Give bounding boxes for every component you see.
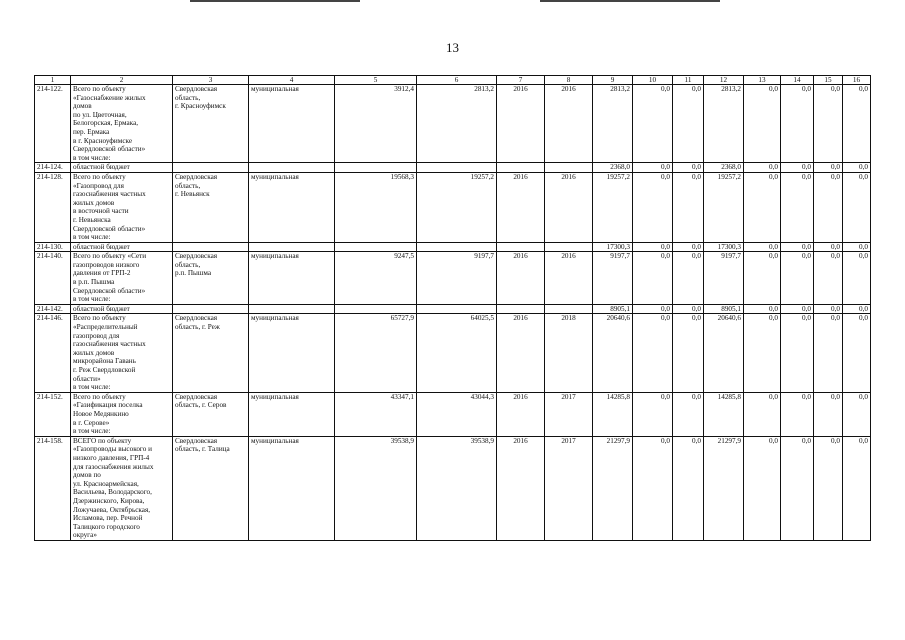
total-funding-cell: 2368,0 — [593, 163, 633, 173]
column-header: 3 — [173, 76, 249, 85]
funding-col-16-cell: 0,0 — [843, 392, 871, 436]
funding-col-11-cell: 0,0 — [673, 304, 704, 314]
object-name-cell: ВСЕГО по объекту «Газопроводы высокого и низкого давления, ГРП-4 для газоснабжения жилых домов по ул. Красноармейская, Васильева, Володарского, Дзержинского, Кирова, Ложучаева, Октябрьская, Исламова, пер. Речной Талицкого городского округа» — [71, 436, 173, 540]
location-cell: Свердловская область, г. Реж — [173, 314, 249, 392]
funding-col-12-cell: 8905,1 — [704, 304, 744, 314]
funding-col-10-cell: 0,0 — [633, 436, 673, 540]
start-year-cell — [497, 163, 545, 173]
total-funding-cell: 2813,2 — [593, 85, 633, 163]
funding-col-10-cell: 0,0 — [633, 163, 673, 173]
estimated-cost-cell — [335, 163, 417, 173]
remaining-cost-cell — [417, 304, 497, 314]
column-header: 7 — [497, 76, 545, 85]
column-header: 14 — [781, 76, 814, 85]
object-name-cell: областной бюджет — [71, 163, 173, 173]
funding-col-16-cell: 0,0 — [843, 252, 871, 305]
funding-col-11-cell: 0,0 — [673, 436, 704, 540]
start-year-cell: 2016 — [497, 172, 545, 242]
funding-col-13-cell: 0,0 — [744, 163, 781, 173]
funding-col-15-cell: 0,0 — [814, 242, 843, 252]
funding-col-15-cell: 0,0 — [814, 304, 843, 314]
funding-col-11-cell: 0,0 — [673, 314, 704, 392]
end-year-cell — [545, 242, 593, 252]
funding-col-10-cell: 0,0 — [633, 392, 673, 436]
funding-col-12-cell: 17300,3 — [704, 242, 744, 252]
funding-col-13-cell: 0,0 — [744, 242, 781, 252]
total-funding-cell: 19257,2 — [593, 172, 633, 242]
ownership-cell: муниципальная — [249, 436, 335, 540]
page-number: 13 — [446, 40, 459, 55]
funding-col-16-cell: 0,0 — [843, 304, 871, 314]
funding-col-14-cell: 0,0 — [781, 85, 814, 163]
funding-col-15-cell: 0,0 — [814, 436, 843, 540]
column-header: 6 — [417, 76, 497, 85]
funding-col-12-cell: 20640,6 — [704, 314, 744, 392]
funding-col-10-cell: 0,0 — [633, 242, 673, 252]
estimated-cost-cell: 19568,3 — [335, 172, 417, 242]
location-cell — [173, 242, 249, 252]
funding-col-15-cell: 0,0 — [814, 252, 843, 305]
funding-col-10-cell: 0,0 — [633, 252, 673, 305]
funding-col-11-cell: 0,0 — [673, 392, 704, 436]
funding-col-15-cell: 0,0 — [814, 314, 843, 392]
funding-col-16-cell: 0,0 — [843, 172, 871, 242]
funding-col-14-cell: 0,0 — [781, 252, 814, 305]
funding-col-13-cell: 0,0 — [744, 436, 781, 540]
remaining-cost-cell: 64025,5 — [417, 314, 497, 392]
estimated-cost-cell — [335, 304, 417, 314]
funding-col-14-cell: 0,0 — [781, 392, 814, 436]
column-header: 1 — [35, 76, 71, 85]
table-row — [35, 172, 871, 242]
table-row — [35, 85, 871, 163]
column-header: 15 — [814, 76, 843, 85]
funding-col-14-cell: 0,0 — [781, 304, 814, 314]
ownership-cell: муниципальная — [249, 314, 335, 392]
start-year-cell: 2016 — [497, 436, 545, 540]
location-cell — [173, 304, 249, 314]
end-year-cell — [545, 163, 593, 173]
location-cell: Свердловская область, г. Красноуфимск — [173, 85, 249, 163]
funding-col-13-cell: 0,0 — [744, 252, 781, 305]
end-year-cell — [545, 304, 593, 314]
ownership-cell: муниципальная — [249, 85, 335, 163]
funding-col-13-cell: 0,0 — [744, 392, 781, 436]
location-cell: Свердловская область, г. Серов — [173, 392, 249, 436]
table-row — [35, 436, 871, 540]
location-cell: Свердловская область, р.п. Пышма — [173, 252, 249, 305]
funding-col-10-cell: 0,0 — [633, 314, 673, 392]
row-id-cell: 214-130. — [35, 242, 71, 252]
funding-col-12-cell: 2813,2 — [704, 85, 744, 163]
column-header: 2 — [71, 76, 173, 85]
total-funding-cell: 14285,8 — [593, 392, 633, 436]
estimated-cost-cell: 9247,5 — [335, 252, 417, 305]
funding-col-15-cell: 0,0 — [814, 392, 843, 436]
table-row — [35, 314, 871, 392]
remaining-cost-cell — [417, 163, 497, 173]
remaining-cost-cell: 39538,9 — [417, 436, 497, 540]
remaining-cost-cell: 2813,2 — [417, 85, 497, 163]
ownership-cell: муниципальная — [249, 392, 335, 436]
ownership-cell: муниципальная — [249, 172, 335, 242]
funding-col-15-cell: 0,0 — [814, 172, 843, 242]
object-name-cell: Всего по объекту «Газоснабжение жилых домов по ул. Цветочная, Белогорская, Ермака, пер. Ермака в г. Красноуфимске Свердловской области» в том числе: — [71, 85, 173, 163]
funding-col-10-cell: 0,0 — [633, 85, 673, 163]
estimated-cost-cell: 43347,1 — [335, 392, 417, 436]
funding-col-12-cell: 14285,8 — [704, 392, 744, 436]
funding-col-12-cell: 2368,0 — [704, 163, 744, 173]
object-name-cell: Всего по объекту «Распределительный газопровод для газоснабжения частных жилых домов микрорайона Гавань г. Реж Свердловской области» в том числе: — [71, 314, 173, 392]
location-cell — [173, 163, 249, 173]
funding-col-16-cell: 0,0 — [843, 85, 871, 163]
funding-col-16-cell: 0,0 — [843, 163, 871, 173]
object-name-cell: областной бюджет — [71, 304, 173, 314]
total-funding-cell: 21297,9 — [593, 436, 633, 540]
object-name-cell: Всего по объекту «Газификация поселка Новое Медянкино в г. Серове» в том числе: — [71, 392, 173, 436]
end-year-cell: 2016 — [545, 85, 593, 163]
column-header: 4 — [249, 76, 335, 85]
funding-col-13-cell: 0,0 — [744, 304, 781, 314]
location-cell: Свердловская область, г. Невьянск — [173, 172, 249, 242]
column-header: 9 — [593, 76, 633, 85]
scan-edge-line-left — [190, 0, 360, 2]
start-year-cell: 2016 — [497, 392, 545, 436]
funding-col-13-cell: 0,0 — [744, 314, 781, 392]
column-header: 16 — [843, 76, 871, 85]
funding-col-10-cell: 0,0 — [633, 304, 673, 314]
object-name-cell: Всего по объекту «Газопровод для газоснабжения частных жилых домов в восточной части г. Невьянска Свердловской области» в том числе: — [71, 172, 173, 242]
remaining-cost-cell: 43044,3 — [417, 392, 497, 436]
funding-col-11-cell: 0,0 — [673, 163, 704, 173]
funding-col-15-cell: 0,0 — [814, 163, 843, 173]
end-year-cell: 2017 — [545, 392, 593, 436]
funding-col-12-cell: 19257,2 — [704, 172, 744, 242]
funding-col-13-cell: 0,0 — [744, 172, 781, 242]
start-year-cell — [497, 242, 545, 252]
table-row — [35, 252, 871, 305]
column-header: 10 — [633, 76, 673, 85]
table-row — [35, 163, 871, 173]
funding-col-11-cell: 0,0 — [673, 252, 704, 305]
remaining-cost-cell: 9197,7 — [417, 252, 497, 305]
estimated-cost-cell — [335, 242, 417, 252]
funding-col-11-cell: 0,0 — [673, 85, 704, 163]
funding-col-14-cell: 0,0 — [781, 172, 814, 242]
funding-col-13-cell: 0,0 — [744, 85, 781, 163]
row-id-cell: 214-128. — [35, 172, 71, 242]
total-funding-cell: 9197,7 — [593, 252, 633, 305]
scan-edge-line-right — [540, 0, 720, 2]
row-id-cell: 214-146. — [35, 314, 71, 392]
row-id-cell: 214-158. — [35, 436, 71, 540]
end-year-cell: 2017 — [545, 436, 593, 540]
funding-col-14-cell: 0,0 — [781, 163, 814, 173]
data-table — [34, 75, 871, 541]
start-year-cell: 2016 — [497, 252, 545, 305]
table-row — [35, 304, 871, 314]
ownership-cell: муниципальная — [249, 252, 335, 305]
column-header: 8 — [545, 76, 593, 85]
ownership-cell — [249, 242, 335, 252]
location-cell: Свердловская область, г. Талица — [173, 436, 249, 540]
estimated-cost-cell: 39538,9 — [335, 436, 417, 540]
funding-col-14-cell: 0,0 — [781, 242, 814, 252]
remaining-cost-cell — [417, 242, 497, 252]
object-name-cell: Всего по объекту «Сети газопроводов низкого давления от ГРП-2 в р.п. Пышма Свердловской области» в том числе: — [71, 252, 173, 305]
funding-col-11-cell: 0,0 — [673, 242, 704, 252]
object-name-cell: областной бюджет — [71, 242, 173, 252]
funding-col-16-cell: 0,0 — [843, 436, 871, 540]
funding-col-11-cell: 0,0 — [673, 172, 704, 242]
funding-col-16-cell: 0,0 — [843, 242, 871, 252]
remaining-cost-cell: 19257,2 — [417, 172, 497, 242]
funding-col-10-cell: 0,0 — [633, 172, 673, 242]
ownership-cell — [249, 163, 335, 173]
table-row — [35, 242, 871, 252]
row-id-cell: 214-152. — [35, 392, 71, 436]
column-number-row — [35, 76, 871, 85]
end-year-cell: 2016 — [545, 252, 593, 305]
end-year-cell: 2016 — [545, 172, 593, 242]
total-funding-cell: 20640,6 — [593, 314, 633, 392]
end-year-cell: 2018 — [545, 314, 593, 392]
ownership-cell — [249, 304, 335, 314]
column-header: 12 — [704, 76, 744, 85]
funding-col-12-cell: 21297,9 — [704, 436, 744, 540]
funding-col-12-cell: 9197,7 — [704, 252, 744, 305]
estimated-cost-cell: 3912,4 — [335, 85, 417, 163]
funding-col-14-cell: 0,0 — [781, 436, 814, 540]
start-year-cell — [497, 304, 545, 314]
total-funding-cell: 8905,1 — [593, 304, 633, 314]
funding-col-14-cell: 0,0 — [781, 314, 814, 392]
total-funding-cell: 17300,3 — [593, 242, 633, 252]
funding-col-15-cell: 0,0 — [814, 85, 843, 163]
table-row — [35, 392, 871, 436]
column-header: 13 — [744, 76, 781, 85]
start-year-cell: 2016 — [497, 314, 545, 392]
row-id-cell: 214-122. — [35, 85, 71, 163]
row-id-cell: 214-140. — [35, 252, 71, 305]
row-id-cell: 214-142. — [35, 304, 71, 314]
funding-col-16-cell: 0,0 — [843, 314, 871, 392]
column-header: 11 — [673, 76, 704, 85]
row-id-cell: 214-124. — [35, 163, 71, 173]
start-year-cell: 2016 — [497, 85, 545, 163]
estimated-cost-cell: 65727,9 — [335, 314, 417, 392]
column-header: 5 — [335, 76, 417, 85]
